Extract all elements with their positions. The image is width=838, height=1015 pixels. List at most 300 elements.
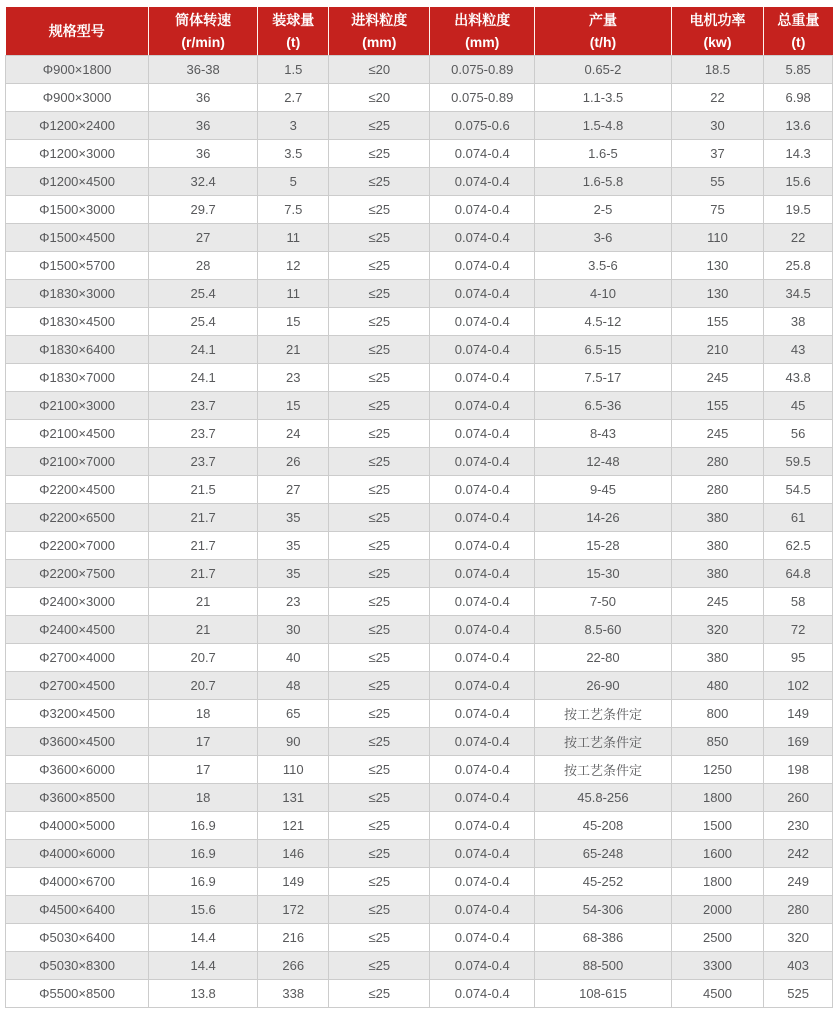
table-cell: 0.074-0.4 <box>430 812 535 840</box>
table-cell: ≤25 <box>329 784 430 812</box>
table-cell: 0.074-0.4 <box>430 504 535 532</box>
table-cell: ≤25 <box>329 728 430 756</box>
table-cell: 0.074-0.4 <box>430 896 535 924</box>
table-cell: 27 <box>258 476 329 504</box>
col-header-total-weight <box>764 7 833 56</box>
table-cell: Φ1830×3000 <box>6 280 149 308</box>
table-cell: Φ1500×4500 <box>6 224 149 252</box>
table-cell: 36-38 <box>149 56 258 84</box>
table-row <box>6 56 833 84</box>
table-cell: 35 <box>258 532 329 560</box>
table-cell: ≤25 <box>329 336 430 364</box>
table-cell: 14.4 <box>149 924 258 952</box>
table-cell: ≤25 <box>329 700 430 728</box>
table-cell: Φ900×3000 <box>6 84 149 112</box>
table-cell: 12-48 <box>535 448 671 476</box>
table-cell: 24 <box>258 420 329 448</box>
table-cell: Φ4000×5000 <box>6 812 149 840</box>
table-cell: 0.074-0.4 <box>430 224 535 252</box>
table-cell: 8-43 <box>535 420 671 448</box>
table-cell: 15 <box>258 308 329 336</box>
table-cell: ≤25 <box>329 448 430 476</box>
table-row <box>6 308 833 336</box>
table-cell: 23 <box>258 588 329 616</box>
table-cell: 35 <box>258 504 329 532</box>
table-cell: 1.6-5.8 <box>535 168 671 196</box>
table-cell: 0.075-0.89 <box>430 84 535 112</box>
col-header-unit: (t/h) <box>589 33 617 50</box>
table-cell: 37 <box>671 140 764 168</box>
table-cell: Φ1830×7000 <box>6 364 149 392</box>
table-cell: 15 <box>258 392 329 420</box>
table-row <box>6 420 833 448</box>
table-cell: 27 <box>149 224 258 252</box>
table-cell: 65 <box>258 700 329 728</box>
table-cell: 9-45 <box>535 476 671 504</box>
table-cell: ≤25 <box>329 364 430 392</box>
table-cell: 800 <box>671 700 764 728</box>
specification-table <box>5 7 833 1008</box>
table-cell: Φ2400×4500 <box>6 616 149 644</box>
table-cell: Φ1830×4500 <box>6 308 149 336</box>
table-cell: 45 <box>764 392 833 420</box>
table-cell: 22 <box>671 84 764 112</box>
table-cell: 15.6 <box>149 896 258 924</box>
table-cell: 260 <box>764 784 833 812</box>
table-cell: 0.074-0.4 <box>430 644 535 672</box>
table-cell: ≤25 <box>329 672 430 700</box>
table-cell: Φ1830×6400 <box>6 336 149 364</box>
table-cell: 7.5-17 <box>535 364 671 392</box>
table-cell: ≤25 <box>329 420 430 448</box>
col-header-feed-size <box>329 7 430 56</box>
table-cell: Φ5030×6400 <box>6 924 149 952</box>
table-cell: 75 <box>671 196 764 224</box>
table-cell: Φ3600×6000 <box>6 756 149 784</box>
table-cell: ≤25 <box>329 812 430 840</box>
table-cell: 1.6-5 <box>535 140 671 168</box>
table-cell: 0.074-0.4 <box>430 476 535 504</box>
table-row <box>6 728 833 756</box>
table-cell: 12 <box>258 252 329 280</box>
table-cell: Φ4500×6400 <box>6 896 149 924</box>
table-cell: ≤25 <box>329 252 430 280</box>
table-cell: 4-10 <box>535 280 671 308</box>
col-header-cylinder-speed <box>149 7 258 56</box>
table-cell: 0.074-0.4 <box>430 868 535 896</box>
table-cell: 21 <box>149 616 258 644</box>
table-cell: 26 <box>258 448 329 476</box>
table-cell: ≤20 <box>329 84 430 112</box>
table-row <box>6 112 833 140</box>
table-cell: 0.074-0.4 <box>430 168 535 196</box>
col-header-label: 装球量 <box>272 12 315 29</box>
col-header-unit: (kw) <box>703 33 732 50</box>
table-cell: 2000 <box>671 896 764 924</box>
table-cell: ≤25 <box>329 840 430 868</box>
table-row <box>6 868 833 896</box>
table-cell: 380 <box>671 504 764 532</box>
table-cell: 21 <box>258 336 329 364</box>
table-cell: Φ1200×3000 <box>6 140 149 168</box>
table-cell: 242 <box>764 840 833 868</box>
table-cell: ≤25 <box>329 168 430 196</box>
table-cell: 90 <box>258 728 329 756</box>
table-row <box>6 504 833 532</box>
table-cell: 0.074-0.4 <box>430 952 535 980</box>
table-cell: 21 <box>149 588 258 616</box>
table-cell: 210 <box>671 336 764 364</box>
table-cell: 16.9 <box>149 840 258 868</box>
table-cell: 0.074-0.4 <box>430 392 535 420</box>
table-cell: 23.7 <box>149 392 258 420</box>
table-cell: 16.9 <box>149 868 258 896</box>
table-cell: Φ2700×4500 <box>6 672 149 700</box>
table-cell: 130 <box>671 280 764 308</box>
table-cell: 按工艺条件定 <box>535 728 671 756</box>
table-cell: 0.074-0.4 <box>430 784 535 812</box>
table-cell: 21.7 <box>149 532 258 560</box>
table-cell: 35 <box>258 560 329 588</box>
table-cell: 14-26 <box>535 504 671 532</box>
table-cell: Φ1500×5700 <box>6 252 149 280</box>
table-cell: ≤25 <box>329 588 430 616</box>
table-cell: 43 <box>764 336 833 364</box>
table-row <box>6 532 833 560</box>
table-cell: ≤25 <box>329 532 430 560</box>
table-cell: 13.8 <box>149 980 258 1008</box>
col-header-model <box>6 7 149 56</box>
table-cell: 17 <box>149 728 258 756</box>
table-cell: 850 <box>671 728 764 756</box>
table-cell: 61 <box>764 504 833 532</box>
table-cell: 30 <box>258 616 329 644</box>
table-cell: 280 <box>671 476 764 504</box>
header-row <box>6 7 833 56</box>
table-cell: 48 <box>258 672 329 700</box>
table-cell: 0.075-0.89 <box>430 56 535 84</box>
table-cell: 65-248 <box>535 840 671 868</box>
table-cell: 149 <box>258 868 329 896</box>
table-row <box>6 756 833 784</box>
table-cell: Φ2700×4000 <box>6 644 149 672</box>
table-cell: 0.074-0.4 <box>430 756 535 784</box>
table-cell: 4500 <box>671 980 764 1008</box>
table-cell: 72 <box>764 616 833 644</box>
table-cell: 0.074-0.4 <box>430 532 535 560</box>
table-cell: 249 <box>764 868 833 896</box>
table-cell: 21.7 <box>149 504 258 532</box>
table-cell: 26-90 <box>535 672 671 700</box>
table-cell: ≤25 <box>329 112 430 140</box>
table-cell: Φ2200×7000 <box>6 532 149 560</box>
table-row <box>6 476 833 504</box>
table-cell: 0.074-0.4 <box>430 728 535 756</box>
table-cell: 280 <box>671 448 764 476</box>
table-cell: 1800 <box>671 784 764 812</box>
table-row <box>6 644 833 672</box>
table-cell: 130 <box>671 252 764 280</box>
table-row <box>6 84 833 112</box>
table-cell: 230 <box>764 812 833 840</box>
table-cell: 38 <box>764 308 833 336</box>
table-cell: 34.5 <box>764 280 833 308</box>
table-cell: 2500 <box>671 924 764 952</box>
table-cell: Φ2200×7500 <box>6 560 149 588</box>
table-cell: 149 <box>764 700 833 728</box>
table-cell: 19.5 <box>764 196 833 224</box>
table-cell: 2.7 <box>258 84 329 112</box>
table-cell: Φ2400×3000 <box>6 588 149 616</box>
table-cell: Φ3200×4500 <box>6 700 149 728</box>
table-cell: 155 <box>671 392 764 420</box>
table-cell: 11 <box>258 224 329 252</box>
table-cell: 62.5 <box>764 532 833 560</box>
col-header-discharge-size <box>430 7 535 56</box>
table-cell: 按工艺条件定 <box>535 756 671 784</box>
table-cell: 403 <box>764 952 833 980</box>
table-cell: 40 <box>258 644 329 672</box>
table-row <box>6 896 833 924</box>
table-cell: 24.1 <box>149 336 258 364</box>
table-cell: 13.6 <box>764 112 833 140</box>
table-cell: 525 <box>764 980 833 1008</box>
col-header-unit: (r/min) <box>181 33 225 50</box>
table-cell: 280 <box>764 896 833 924</box>
table-cell: 18.5 <box>671 56 764 84</box>
table-cell: 1250 <box>671 756 764 784</box>
table-cell: 6.5-15 <box>535 336 671 364</box>
col-header-motor-power <box>671 7 764 56</box>
table-cell: 131 <box>258 784 329 812</box>
table-cell: 5.85 <box>764 56 833 84</box>
table-row <box>6 364 833 392</box>
table-cell: 245 <box>671 420 764 448</box>
table-cell: 380 <box>671 644 764 672</box>
table-cell: 11 <box>258 280 329 308</box>
table-cell: 54.5 <box>764 476 833 504</box>
table-row <box>6 392 833 420</box>
table-cell: 按工艺条件定 <box>535 700 671 728</box>
table-row <box>6 588 833 616</box>
table-cell: ≤25 <box>329 476 430 504</box>
col-header-ball-load <box>258 7 329 56</box>
table-row <box>6 672 833 700</box>
table-cell: 110 <box>671 224 764 252</box>
table-cell: Φ2200×6500 <box>6 504 149 532</box>
table-cell: 0.074-0.4 <box>430 196 535 224</box>
table-row <box>6 700 833 728</box>
table-body <box>6 56 833 1008</box>
table-cell: 20.7 <box>149 672 258 700</box>
table-cell: 0.074-0.4 <box>430 588 535 616</box>
table-cell: ≤25 <box>329 756 430 784</box>
table-row <box>6 140 833 168</box>
table-cell: Φ2100×4500 <box>6 420 149 448</box>
table-cell: 29.7 <box>149 196 258 224</box>
table-cell: 0.074-0.4 <box>430 980 535 1008</box>
table-cell: 3300 <box>671 952 764 980</box>
table-cell: ≤25 <box>329 616 430 644</box>
table-cell: 55 <box>671 168 764 196</box>
table-cell: 3.5-6 <box>535 252 671 280</box>
table-cell: 32.4 <box>149 168 258 196</box>
table-header <box>6 7 833 56</box>
table-cell: ≤20 <box>329 56 430 84</box>
table-cell: 1600 <box>671 840 764 868</box>
table-row <box>6 336 833 364</box>
table-cell: 56 <box>764 420 833 448</box>
table-cell: 1.1-3.5 <box>535 84 671 112</box>
table-row <box>6 616 833 644</box>
table-cell: Φ3600×4500 <box>6 728 149 756</box>
table-cell: 88-500 <box>535 952 671 980</box>
table-cell: 245 <box>671 364 764 392</box>
table-cell: 1500 <box>671 812 764 840</box>
table-cell: 95 <box>764 644 833 672</box>
col-header-label: 进料粒度 <box>351 12 408 29</box>
table-cell: 320 <box>764 924 833 952</box>
table-row <box>6 952 833 980</box>
table-cell: 0.074-0.4 <box>430 616 535 644</box>
table-cell: 59.5 <box>764 448 833 476</box>
col-header-unit: (mm) <box>465 33 500 50</box>
table-cell: 0.074-0.4 <box>430 924 535 952</box>
table-cell: 0.074-0.4 <box>430 672 535 700</box>
col-header-capacity <box>535 7 671 56</box>
table-cell: 0.074-0.4 <box>430 336 535 364</box>
table-cell: 0.074-0.4 <box>430 364 535 392</box>
table-cell: 0.074-0.4 <box>430 448 535 476</box>
table-row <box>6 840 833 868</box>
table-cell: 1800 <box>671 868 764 896</box>
table-cell: ≤25 <box>329 196 430 224</box>
table-cell: 36 <box>149 112 258 140</box>
table-cell: 0.074-0.4 <box>430 308 535 336</box>
col-header-label: 电机功率 <box>689 12 746 29</box>
table-cell: 0.074-0.4 <box>430 140 535 168</box>
table-cell: ≤25 <box>329 504 430 532</box>
table-cell: 3 <box>258 112 329 140</box>
table-cell: 1.5-4.8 <box>535 112 671 140</box>
table-cell: 23.7 <box>149 420 258 448</box>
table-cell: 121 <box>258 812 329 840</box>
table-cell: ≤25 <box>329 868 430 896</box>
table-cell: 68-386 <box>535 924 671 952</box>
table-row <box>6 784 833 812</box>
table-cell: 23.7 <box>149 448 258 476</box>
table-cell: 8.5-60 <box>535 616 671 644</box>
table-cell: Φ1200×4500 <box>6 168 149 196</box>
table-cell: 480 <box>671 672 764 700</box>
table-cell: 7-50 <box>535 588 671 616</box>
table-cell: Φ1200×2400 <box>6 112 149 140</box>
table-cell: ≤25 <box>329 560 430 588</box>
table-cell: ≤25 <box>329 952 430 980</box>
table-cell: ≤25 <box>329 924 430 952</box>
table-cell: 54-306 <box>535 896 671 924</box>
table-cell: 21.7 <box>149 560 258 588</box>
table-row <box>6 224 833 252</box>
table-cell: 6.98 <box>764 84 833 112</box>
table-cell: 3-6 <box>535 224 671 252</box>
table-cell: 18 <box>149 784 258 812</box>
table-cell: Φ5030×8300 <box>6 952 149 980</box>
table-cell: 22-80 <box>535 644 671 672</box>
table-cell: 108-615 <box>535 980 671 1008</box>
table-cell: 17 <box>149 756 258 784</box>
table-cell: ≤25 <box>329 644 430 672</box>
table-row <box>6 560 833 588</box>
table-cell: ≤25 <box>329 224 430 252</box>
table-cell: 64.8 <box>764 560 833 588</box>
table-cell: 24.1 <box>149 364 258 392</box>
table-cell: 245 <box>671 588 764 616</box>
table-row <box>6 980 833 1008</box>
col-header-unit: (t) <box>791 33 806 50</box>
table-cell: 146 <box>258 840 329 868</box>
table-cell: 4.5-12 <box>535 308 671 336</box>
table-cell: Φ2200×4500 <box>6 476 149 504</box>
table-cell: Φ4000×6700 <box>6 868 149 896</box>
col-header-unit: (mm) <box>362 33 397 50</box>
table-row <box>6 924 833 952</box>
table-row <box>6 252 833 280</box>
table-cell: 22 <box>764 224 833 252</box>
table-cell: ≤25 <box>329 980 430 1008</box>
table-cell: Φ5500×8500 <box>6 980 149 1008</box>
table-cell: ≤25 <box>329 392 430 420</box>
table-cell: 0.074-0.4 <box>430 840 535 868</box>
table-cell: ≤25 <box>329 308 430 336</box>
table-row <box>6 168 833 196</box>
table-cell: 102 <box>764 672 833 700</box>
table-cell: 3.5 <box>258 140 329 168</box>
table-cell: 45.8-256 <box>535 784 671 812</box>
table-cell: 25.4 <box>149 280 258 308</box>
col-header-label: 规格型号 <box>48 22 105 39</box>
table-cell: 0.074-0.4 <box>430 560 535 588</box>
table-cell: 21.5 <box>149 476 258 504</box>
table-cell: 43.8 <box>764 364 833 392</box>
table-cell: 1.5 <box>258 56 329 84</box>
table-cell: 0.074-0.4 <box>430 280 535 308</box>
table-cell: 380 <box>671 560 764 588</box>
table-cell: 36 <box>149 140 258 168</box>
table-cell: 216 <box>258 924 329 952</box>
col-header-unit: (t) <box>286 33 301 50</box>
table-cell: Φ1500×3000 <box>6 196 149 224</box>
table-cell: 7.5 <box>258 196 329 224</box>
table-row <box>6 812 833 840</box>
table-cell: 20.7 <box>149 644 258 672</box>
col-header-label: 筒体转速 <box>175 12 232 29</box>
table-cell: 0.074-0.4 <box>430 420 535 448</box>
table-cell: 2-5 <box>535 196 671 224</box>
table-cell: 15-28 <box>535 532 671 560</box>
table-cell: 16.9 <box>149 812 258 840</box>
table-cell: 0.074-0.4 <box>430 252 535 280</box>
table-cell: 266 <box>258 952 329 980</box>
table-cell: 14.3 <box>764 140 833 168</box>
table-cell: 5 <box>258 168 329 196</box>
table-cell: 45-252 <box>535 868 671 896</box>
table-cell: Φ4000×6000 <box>6 840 149 868</box>
table-cell: 338 <box>258 980 329 1008</box>
table-cell: 198 <box>764 756 833 784</box>
table-cell: Φ2100×3000 <box>6 392 149 420</box>
table-cell: 172 <box>258 896 329 924</box>
